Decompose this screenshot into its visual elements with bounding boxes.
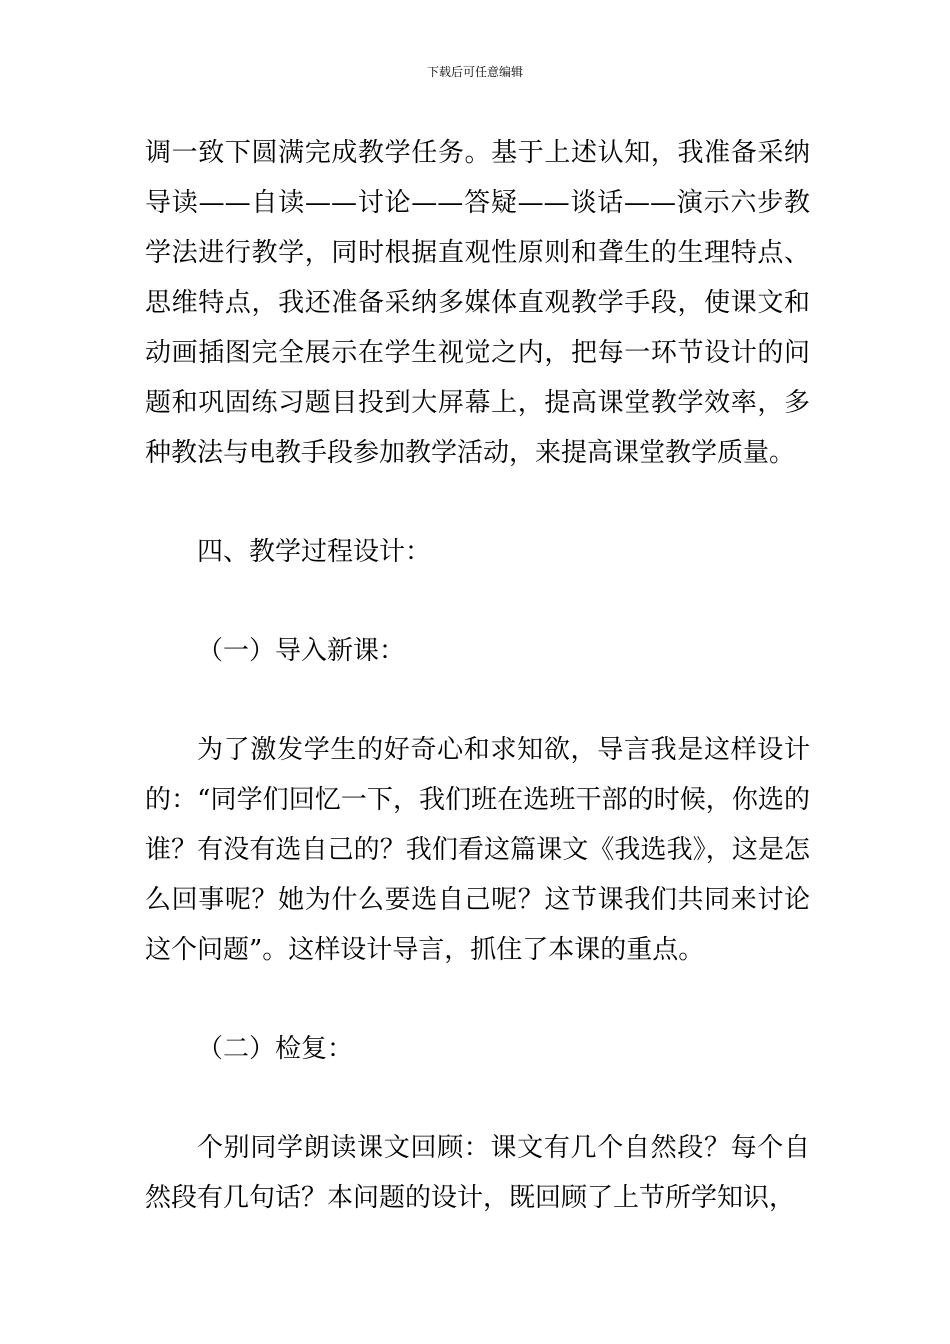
page-header: 下载后可任意编辑	[426, 65, 523, 79]
section-heading-teaching-process: 四、教学过程设计：	[197, 537, 432, 567]
paragraph-review: 个别同学朗读课文回顾：课文有几个自然段？每个自然段有几句话？本问题的设计，既回顾了上节所学知识，	[145, 1133, 810, 1213]
paragraph-teaching-methods: 调一致下圆满完成教学任务。基于上述认知，我准备采纳导读——自读——讨论——答疑——谈话——演示六步教学法进行教学，同时根据直观性原则和聋生的生理特点、思维特点，我还准备采纳多媒体直观教学手段，使课文和动画插图完全展示在学生视觉之内，把每一环节设计的问题和巩固练习题目投到大屏幕上，提高课堂教学效率，多种教法与电教手段参加教学活动，来提高课堂教学质量。	[145, 138, 810, 468]
document-body	[145, 128, 810, 1223]
subsection-heading-introduction: （一）导入新课：	[197, 636, 406, 666]
paragraph-introduction: 为了激发学生的好奇心和求知欲，导言我是这样设计的：“同学们回忆一下，我们班在选班干部的时候，你选的谁？有没有选自己的？我们看这篇课文《我选我》，这是怎么回事呢？她为什么要选自己呢？这节课我们共同来讨论这个问题”。这样设计导言，抓住了本课的重点。	[145, 735, 810, 965]
subsection-heading-review: （二）检复：	[197, 1034, 354, 1064]
